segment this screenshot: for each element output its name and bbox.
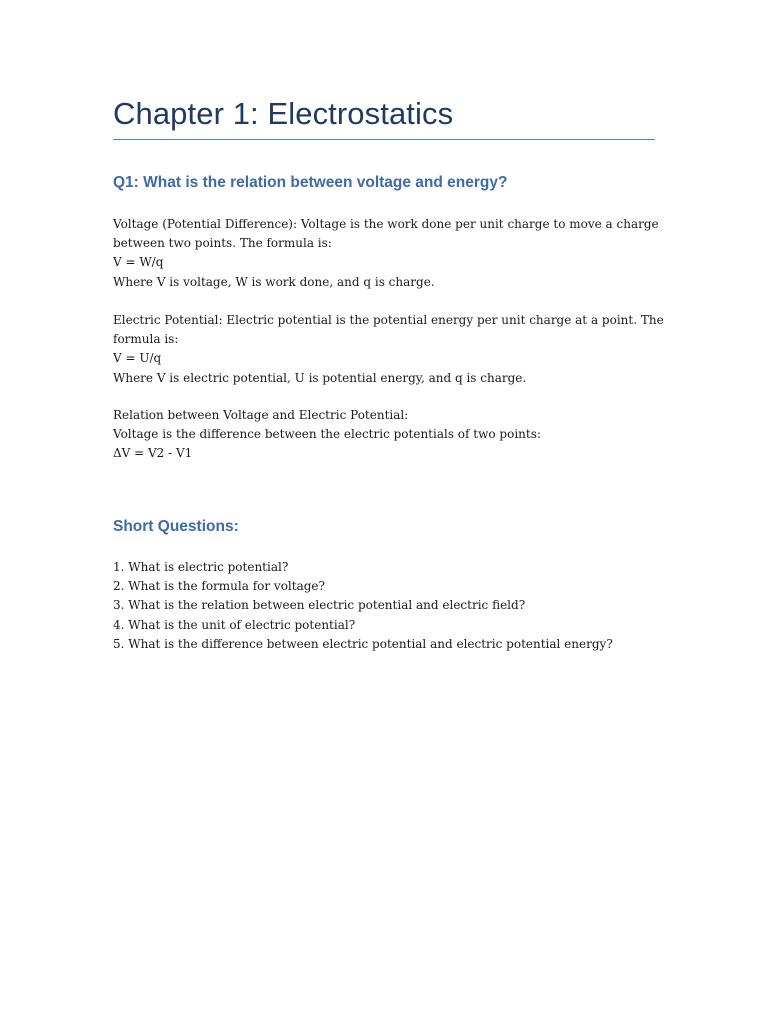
short-questions-list xyxy=(113,558,655,654)
paragraph-line: between two points. The formula is: xyxy=(113,236,332,251)
formula-line: ΔV = V2 - V1 xyxy=(113,446,193,461)
paragraph-line: Voltage is the difference between the electric potentials of two points: xyxy=(113,427,541,442)
title-underline xyxy=(113,139,655,140)
paragraph-line: Voltage (Potential Difference): Voltage is the work done per unit charge to move a charge xyxy=(113,217,659,231)
formula-line: V = U/q xyxy=(113,351,162,366)
section-heading-short-questions: Short Questions: xyxy=(113,518,239,535)
list-item: 1. What is electric potential? xyxy=(113,560,289,574)
paragraph-line: Electric Potential: Electric potential is the potential energy per unit charge at a point. The xyxy=(113,313,664,327)
paragraph-line: Relation between Voltage and Electric Potential: xyxy=(113,408,409,422)
formula-line: V = W/q xyxy=(113,255,164,270)
list-item: 3. What is the relation between electric potential and electric field? xyxy=(113,598,526,613)
page-title: Chapter 1: Electrostatics xyxy=(113,96,454,131)
paragraph-voltage xyxy=(113,215,659,292)
paragraph-relation xyxy=(113,406,655,464)
paragraph-electric-potential xyxy=(113,311,664,388)
paragraph-line: Where V is voltage, W is work done, and q is charge. xyxy=(113,274,435,289)
section-heading-q1: Q1: What is the relation between voltage and energy? xyxy=(113,174,508,191)
list-item: 4. What is the unit of electric potential? xyxy=(113,617,356,632)
paragraph-line: formula is: xyxy=(113,332,179,347)
paragraph-line: Where V is electric potential, U is potential energy, and q is charge. xyxy=(113,370,527,385)
list-item: 2. What is the formula for voltage? xyxy=(113,579,325,594)
list-item: 5. What is the difference between electric potential and electric potential energy? xyxy=(113,636,613,651)
